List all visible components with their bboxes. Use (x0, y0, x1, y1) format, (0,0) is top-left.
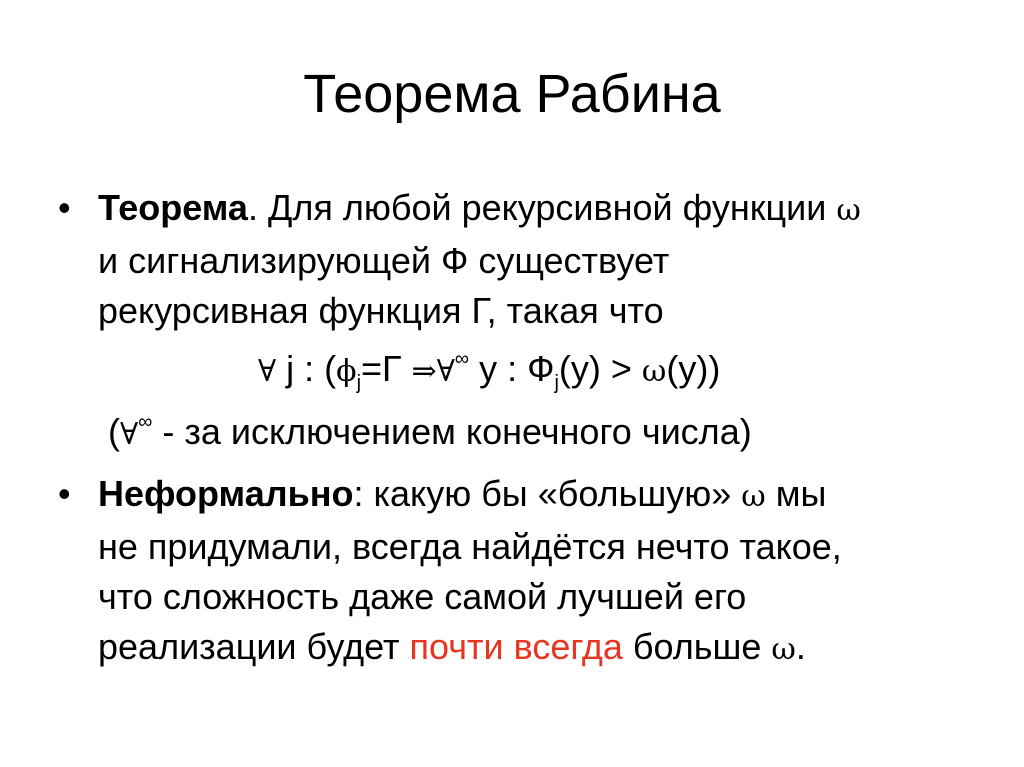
forall-symbol: ∀ (120, 417, 139, 452)
omega-symbol: ω (641, 354, 667, 389)
formula-part-3: y : Ф (469, 348, 555, 389)
informal-line-1-end: мы (765, 473, 827, 514)
informal-line-3: что сложность даже самой лучшей его (98, 576, 747, 617)
informal-line-1-text: : какую бы «большую» (353, 473, 742, 514)
slide-title: Теорема Рабина (303, 64, 721, 124)
theorem-line-2: и сигнализирующей Ф существует (98, 240, 670, 281)
informal-paragraph (98, 469, 978, 675)
theorem-paragraph (98, 183, 978, 336)
informal-heading: Неформально (98, 473, 354, 514)
omega-symbol: ω (771, 632, 796, 667)
infinity-superscript: ∞ (138, 411, 153, 433)
bullet-marker: • (58, 473, 71, 514)
infinity-superscript: ∞ (454, 348, 470, 370)
informal-line-1 (98, 469, 978, 522)
phi-subscript: j (356, 372, 362, 394)
formula-part-4: (y) > (558, 348, 642, 389)
forall-infinity-symbol: ∀ (436, 354, 455, 389)
phi-symbol: ϕ (336, 354, 357, 389)
informal-line-4-start: реализации будет (98, 626, 410, 667)
theorem-line-3: рекурсивная функция Г, такая что (98, 290, 664, 331)
omega-symbol: ω (836, 193, 861, 228)
note-open-paren: ( (108, 411, 120, 452)
highlight-almost-always: почти всегда (409, 626, 623, 667)
implies-symbol: ⇒ (411, 354, 437, 389)
formula-part-2: =Г (361, 348, 412, 389)
bullet-marker: • (58, 187, 71, 228)
omega-symbol: ω (741, 479, 766, 514)
theorem-line-1-text: . Для любой рекурсивной функции (247, 187, 837, 228)
informal-line-4-end: больше (622, 626, 772, 667)
informal-line-2: не придумали, всегда найдётся нечто такое, (98, 526, 842, 567)
formula-part-1: j : ( (276, 348, 337, 389)
formula-part-5: (y)) (666, 348, 721, 389)
theorem-heading: Теорема (98, 187, 248, 228)
forall-infinity-note (108, 407, 752, 460)
forall-symbol: ∀ (258, 354, 277, 389)
period: . (795, 626, 806, 667)
theorem-line-1 (98, 183, 978, 236)
note-text: - за исключением конечного числа) (152, 411, 752, 452)
formula (258, 344, 720, 397)
phi-upper-subscript: j (554, 372, 559, 394)
informal-line-4 (98, 622, 978, 675)
